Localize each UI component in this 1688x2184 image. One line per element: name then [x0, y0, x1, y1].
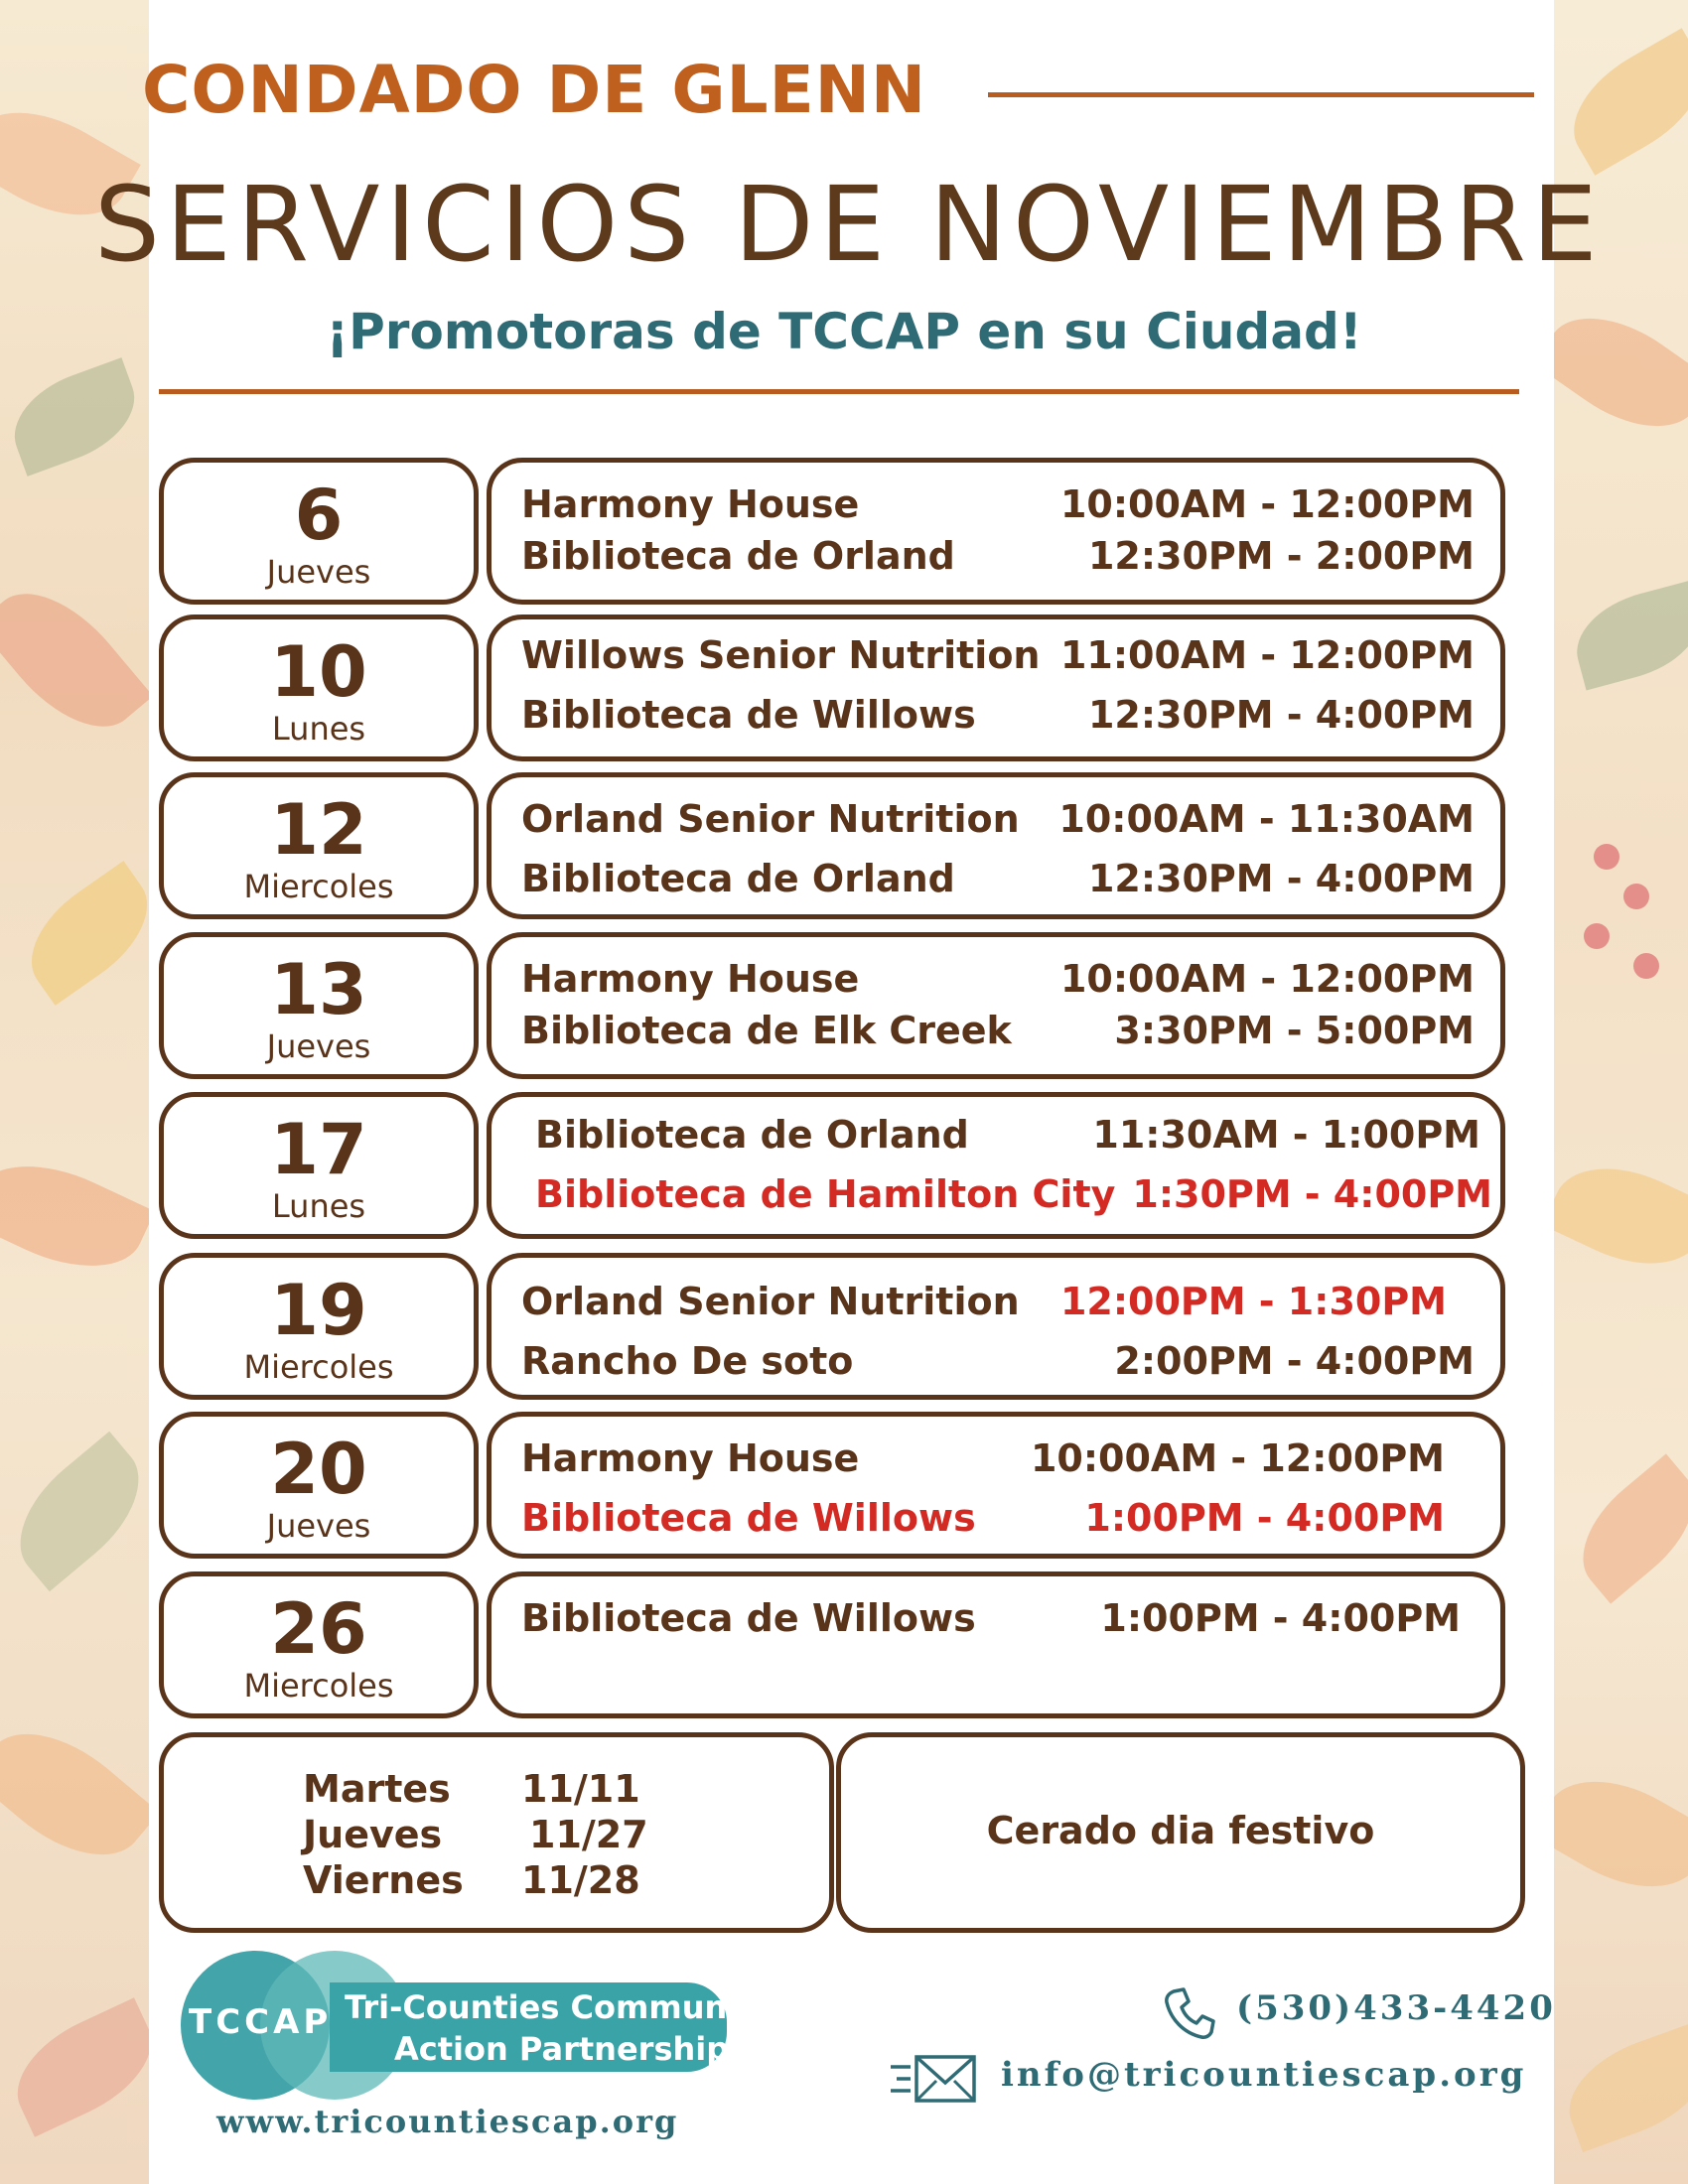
- service-box: [487, 1092, 1505, 1239]
- service-time: 10:00AM - 12:00PM: [1030, 1436, 1445, 1480]
- service-line: [535, 1113, 1480, 1162]
- service-time: 11:30AM - 1:00PM: [1092, 1113, 1480, 1157]
- email-address[interactable]: info@tricountiescap.org: [1001, 2055, 1527, 2095]
- service-time: 12:30PM - 4:00PM: [1087, 693, 1475, 737]
- day-box: [159, 1571, 479, 1718]
- day-number: 26: [270, 1588, 367, 1670]
- service-location: Harmony House: [521, 482, 860, 526]
- service-line: [521, 1280, 1447, 1329]
- phone-number[interactable]: (530)433-4420: [1236, 1988, 1556, 2028]
- subtitle-divider: [159, 389, 1519, 394]
- service-line: [521, 482, 1475, 532]
- day-weekday: Miercoles: [243, 868, 394, 905]
- service-location: Biblioteca de Willows: [521, 1496, 976, 1540]
- service-location: Orland Senior Nutrition: [521, 1280, 1020, 1323]
- service-box: [487, 1571, 1505, 1718]
- service-time: 10:00AM - 12:00PM: [1059, 957, 1475, 1001]
- service-line: [535, 1172, 1492, 1222]
- county-heading: CONDADO DE GLENN: [142, 52, 927, 128]
- service-location: Biblioteca de Willows: [521, 693, 976, 737]
- service-line: [521, 1339, 1475, 1389]
- logo-abbreviation: TCCAP: [189, 2002, 333, 2042]
- day-box: [159, 1253, 479, 1400]
- service-box: [487, 1412, 1505, 1559]
- service-box: [487, 614, 1505, 761]
- service-line: [521, 797, 1475, 847]
- day-weekday: Miercoles: [243, 1348, 394, 1386]
- service-location: Rancho De soto: [521, 1339, 854, 1383]
- day-number: 17: [270, 1109, 367, 1190]
- tccap-logo: [181, 1951, 774, 2100]
- day-weekday: Miercoles: [243, 1667, 394, 1705]
- service-time: 1:00PM - 4:00PM: [1100, 1596, 1461, 1640]
- service-line: [521, 857, 1475, 906]
- holiday-dates-box: [159, 1732, 834, 1933]
- day-box: [159, 1092, 479, 1239]
- day-weekday: Jueves: [266, 1507, 371, 1545]
- day-number: 10: [270, 631, 367, 713]
- service-time: 11:00AM - 12:00PM: [1059, 633, 1475, 677]
- service-line: [521, 693, 1475, 743]
- holiday-date: 11/27: [529, 1813, 648, 1856]
- holiday-weekday: Jueves: [303, 1813, 443, 1856]
- holiday-date: 11/11: [521, 1767, 640, 1811]
- holiday-date: 11/28: [521, 1858, 640, 1902]
- service-box: [487, 1253, 1505, 1400]
- service-line: [521, 1436, 1445, 1486]
- day-number: 6: [294, 475, 344, 556]
- day-box: [159, 458, 479, 605]
- service-box: [487, 772, 1505, 919]
- service-location: Willows Senior Nutrition: [521, 633, 1041, 677]
- phone-icon: [1162, 1985, 1217, 2041]
- service-time: 2:00PM - 4:00PM: [1114, 1339, 1475, 1383]
- day-box: [159, 772, 479, 919]
- service-time: 12:00PM - 1:30PM: [1059, 1280, 1447, 1323]
- service-location: Biblioteca de Orland: [521, 857, 955, 900]
- service-line: [521, 633, 1475, 683]
- service-line: [521, 1596, 1461, 1646]
- service-location: Biblioteca de Elk Creek: [521, 1009, 1012, 1052]
- service-box: [487, 458, 1505, 605]
- day-box: [159, 614, 479, 761]
- holiday-note: Cerado dia festivo: [986, 1809, 1375, 1852]
- service-location: Biblioteca de Hamilton City: [535, 1172, 1116, 1216]
- day-weekday: Jueves: [266, 553, 371, 591]
- service-location: Biblioteca de Orland: [521, 534, 955, 578]
- day-box: [159, 1412, 479, 1559]
- logo-name-line1: Tri-Counties Community: [345, 1988, 774, 2026]
- service-time: 12:30PM - 2:00PM: [1087, 534, 1475, 578]
- service-time: 10:00AM - 12:00PM: [1059, 482, 1475, 526]
- service-line: [521, 1496, 1445, 1546]
- website-link[interactable]: www.tricountiescap.org: [216, 2103, 679, 2140]
- logo-name-line2: Action Partnership: [394, 2030, 730, 2068]
- service-time: 1:30PM - 4:00PM: [1132, 1172, 1492, 1216]
- service-line: [521, 534, 1475, 584]
- service-time: 1:00PM - 4:00PM: [1084, 1496, 1445, 1540]
- service-time: 12:30PM - 4:00PM: [1087, 857, 1475, 900]
- holiday-note-box: [836, 1732, 1525, 1933]
- day-number: 19: [270, 1270, 367, 1351]
- day-number: 12: [270, 789, 367, 871]
- service-location: Orland Senior Nutrition: [521, 797, 1020, 841]
- day-number: 20: [270, 1429, 367, 1510]
- county-divider: [988, 92, 1534, 97]
- service-time: 3:30PM - 5:00PM: [1114, 1009, 1475, 1052]
- holiday-weekday: Martes: [303, 1767, 451, 1811]
- day-weekday: Lunes: [271, 710, 366, 748]
- service-box: [487, 932, 1505, 1079]
- mail-icon: [889, 2053, 978, 2105]
- service-location: Biblioteca de Orland: [535, 1113, 969, 1157]
- day-weekday: Jueves: [266, 1027, 371, 1065]
- service-location: Harmony House: [521, 1436, 860, 1480]
- service-time: 10:00AM - 11:30AM: [1058, 797, 1475, 841]
- service-line: [521, 1009, 1475, 1058]
- service-location: Biblioteca de Willows: [521, 1596, 976, 1640]
- holiday-weekday: Viernes: [303, 1858, 464, 1902]
- page-title: SERVICIOS DE NOVIEMBRE: [94, 164, 1604, 285]
- day-number: 13: [270, 949, 367, 1030]
- service-line: [521, 957, 1475, 1007]
- day-box: [159, 932, 479, 1079]
- service-location: Harmony House: [521, 957, 860, 1001]
- day-weekday: Lunes: [271, 1187, 366, 1225]
- page-subtitle: ¡Promotoras de TCCAP en su Ciudad!: [326, 303, 1362, 360]
